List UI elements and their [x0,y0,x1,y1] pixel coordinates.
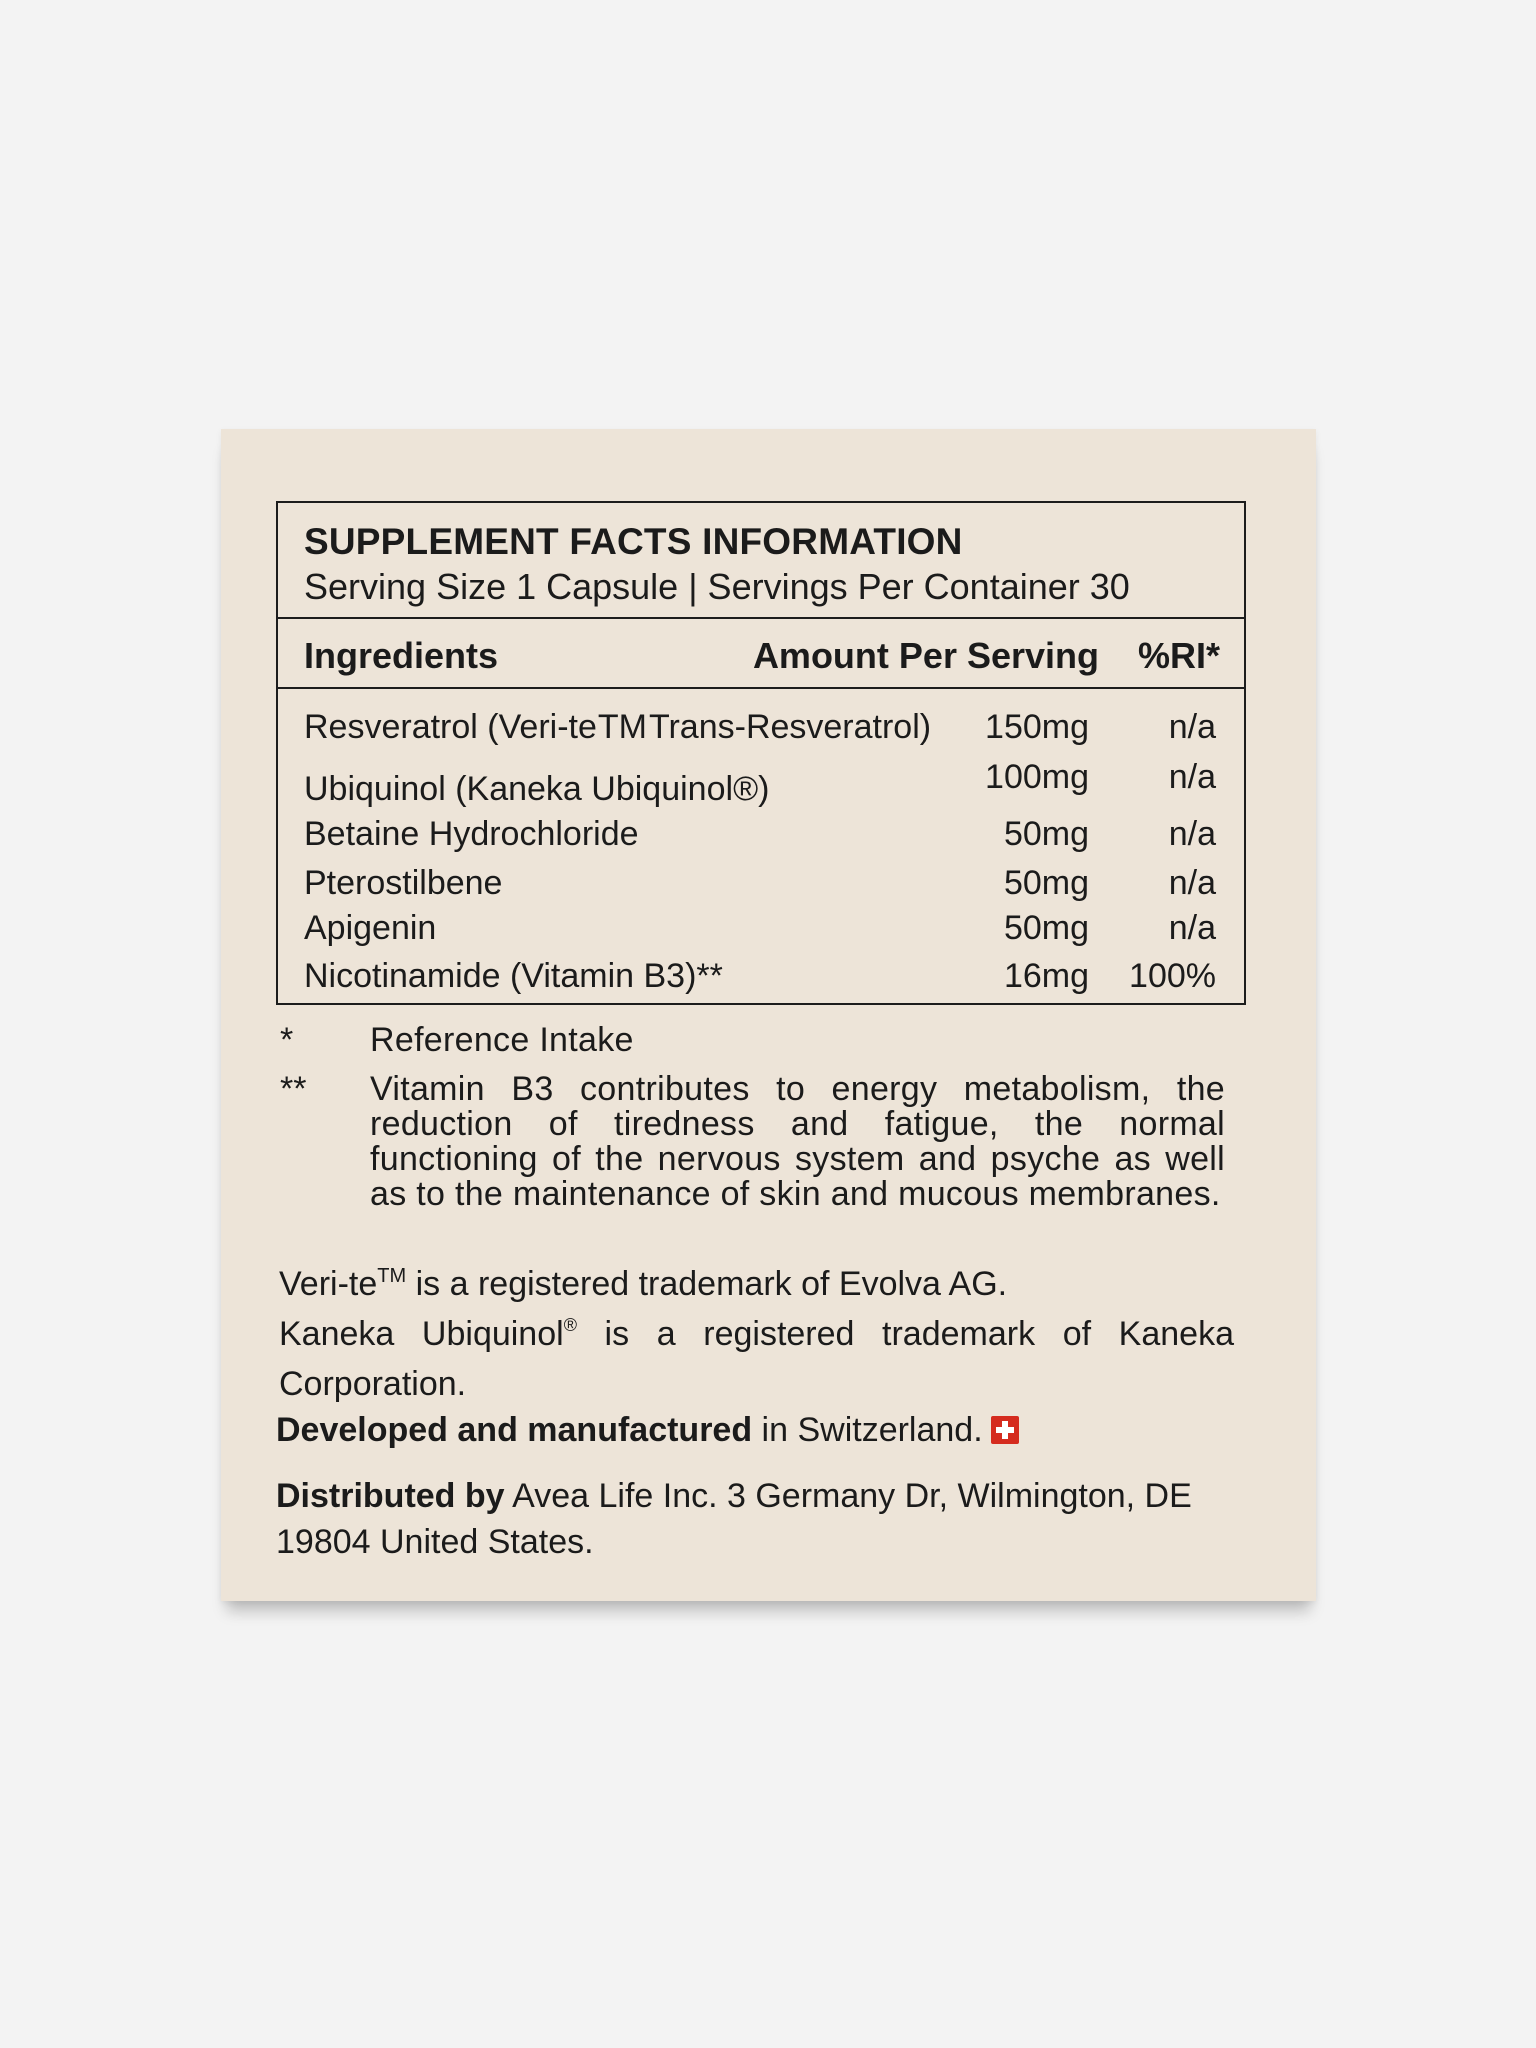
distribution-statement [276,1473,1256,1565]
trademark-line-kaneka [279,1312,1234,1407]
trademark-mark: TM [377,1265,407,1287]
ingredient-name-suffix: ) [758,770,770,808]
ingredient-name: Apigenin [304,909,437,947]
table-row [278,758,1244,808]
ingredient-amount: 100mg [985,758,1089,796]
ingredient-name-text: Ubiquinol (Kaneka Ubiquinol [304,770,734,808]
manufacturing-label: Developed and manufactured [276,1411,753,1449]
trademark-line-verite [279,1262,1259,1312]
registered-mark: ® [733,770,759,808]
registered-mark: ® [563,1315,577,1335]
footnote-vitamin-b3 [276,1072,1246,1212]
column-header-amount: Amount Per Serving [752,635,1099,676]
trademark-text: is a registered trademark of Kaneka Corporation. [279,1315,1234,1403]
trademark-mark: TM [597,708,647,746]
supplement-label-card [221,429,1316,1601]
table-row [278,861,1244,905]
ingredient-ri: n/a [1168,815,1216,853]
footnote-text: Reference Intake [370,1021,634,1059]
ingredient-ri: n/a [1168,708,1216,746]
swiss-flag-icon [991,1416,1019,1444]
serving-info: Serving Size 1 Capsule | Servings Per Container 30 [304,566,1130,607]
ingredient-name-text: Resveratrol (Veri-te [304,708,597,746]
ingredient-ri: n/a [1168,864,1216,902]
footnote-mark: * [280,1021,294,1059]
ingredient-amount: 50mg [1003,864,1089,902]
ingredient-name-suffix: Trans-Resveratrol) [648,708,932,746]
ingredient-ri: 100% [1129,957,1216,995]
table-row [278,705,1244,749]
facts-header [278,503,1244,619]
ingredient-amount: 16mg [1003,957,1089,995]
footnote-reference-intake [276,1023,1246,1058]
column-header-row [278,619,1244,689]
distribution-address: Avea Life Inc. 3 Germany Dr, Wilmington, DE 19804 United States. [276,1477,1192,1561]
manufacturing-statement [276,1408,1019,1452]
facts-title: SUPPLEMENT FACTS INFORMATION [304,521,963,562]
ingredient-ri: n/a [1168,909,1216,947]
trademark-name: Kaneka Ubiquinol [279,1315,564,1353]
table-row [278,812,1244,856]
ingredient-ri: n/a [1168,758,1216,796]
footnote-text: Vitamin B3 contributes to energy metabolism, the reduction of tiredness and fatigue, the normal functioning of the nervous system and psyche as well as to the maintenance of skin and mucous membranes. [370,1070,1225,1213]
supplement-facts-table [276,501,1246,1005]
table-row [278,906,1244,950]
table-row [278,954,1244,998]
ingredient-amount: 50mg [1003,909,1089,947]
trademark-name: Veri-te [279,1265,378,1303]
column-header-ingredients: Ingredients [304,635,499,676]
ingredient-amount: 50mg [1003,815,1089,853]
ingredient-name: Betaine Hydrochloride [304,815,639,853]
column-header-ri: %RI* [1137,635,1220,676]
ingredient-rows [278,689,1244,1005]
footnotes [276,1023,1246,1212]
manufacturing-location: in Switzerland. [752,1411,983,1449]
trademark-notice [279,1262,1259,1407]
footnote-mark: ** [280,1070,307,1108]
ingredient-name [304,705,931,749]
trademark-text: is a registered trademark of Evolva AG. [406,1265,1008,1303]
ingredient-name [304,767,769,811]
distribution-label: Distributed by [276,1477,505,1515]
ingredient-amount: 150mg [985,708,1089,746]
ingredient-name: Nicotinamide (Vitamin B3)** [304,957,723,995]
ingredient-name: Pterostilbene [304,864,503,902]
